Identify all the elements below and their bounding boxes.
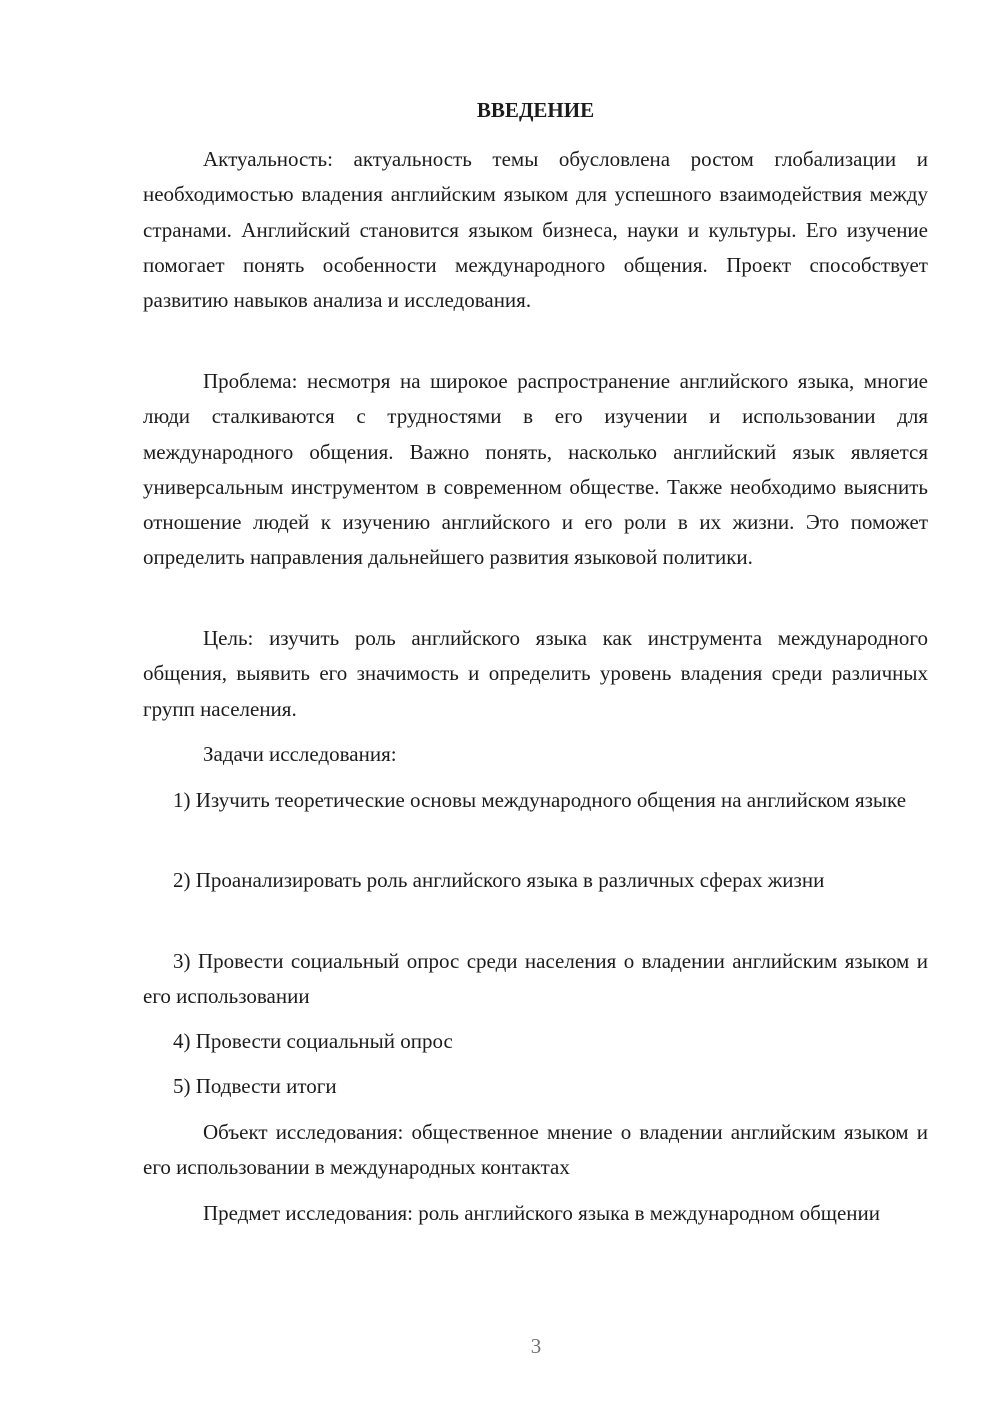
subject-paragraph: Предмет исследования: роль английского языка в международном общении (203, 1201, 880, 1225)
tasks-heading: Задачи исследования: (203, 742, 397, 766)
page-title: ВВЕДЕНИЕ (476, 98, 595, 122)
object-paragraph: Объект исследования: общественное мнение о владении английским языком и его использовании в международных контактах (143, 1120, 928, 1180)
relevance-paragraph: Актуальность: актуальность темы обусловлена ростом глобализации и необходимостью владения английским языком для успешного взаимодействия между странами. Английский становится языком бизнеса, науки и культуры. Его изучение помогает понять особенности международного общения. Проект способствует развитию навыков анализа и исследования. (143, 147, 928, 313)
task-item-1: 1) Изучить теоретические основы международного общения на английском языке (173, 788, 907, 812)
page-number: 3 (530, 1334, 542, 1358)
task-item-4: 4) Провести социальный опрос (173, 1029, 453, 1053)
task-item-2: 2) Проанализировать роль английского языка в различных сферах жизни (173, 868, 825, 892)
task-item-3: 3) Провести социальный опрос среди населения о владении английским языком и его использовании (143, 949, 928, 1009)
task-item-5: 5) Подвести итоги (173, 1074, 337, 1098)
problem-paragraph: Проблема: несмотря на широкое распространение английского языка, многие люди сталкиваются с трудностями в его изучении и использовании для международного общения. Важно понять, насколько английский язык является универсальным инструментом в современном обществе. Также необходимо выяснить отношение людей к изучению английского и его роли в их жизни. Это поможет определить направления дальнейшего развития языковой политики. (143, 369, 928, 570)
goal-paragraph: Цель: изучить роль английского языка как инструмента международного общения, выявить его значимость и определить уровень владения среди различных групп населения. (143, 626, 928, 721)
